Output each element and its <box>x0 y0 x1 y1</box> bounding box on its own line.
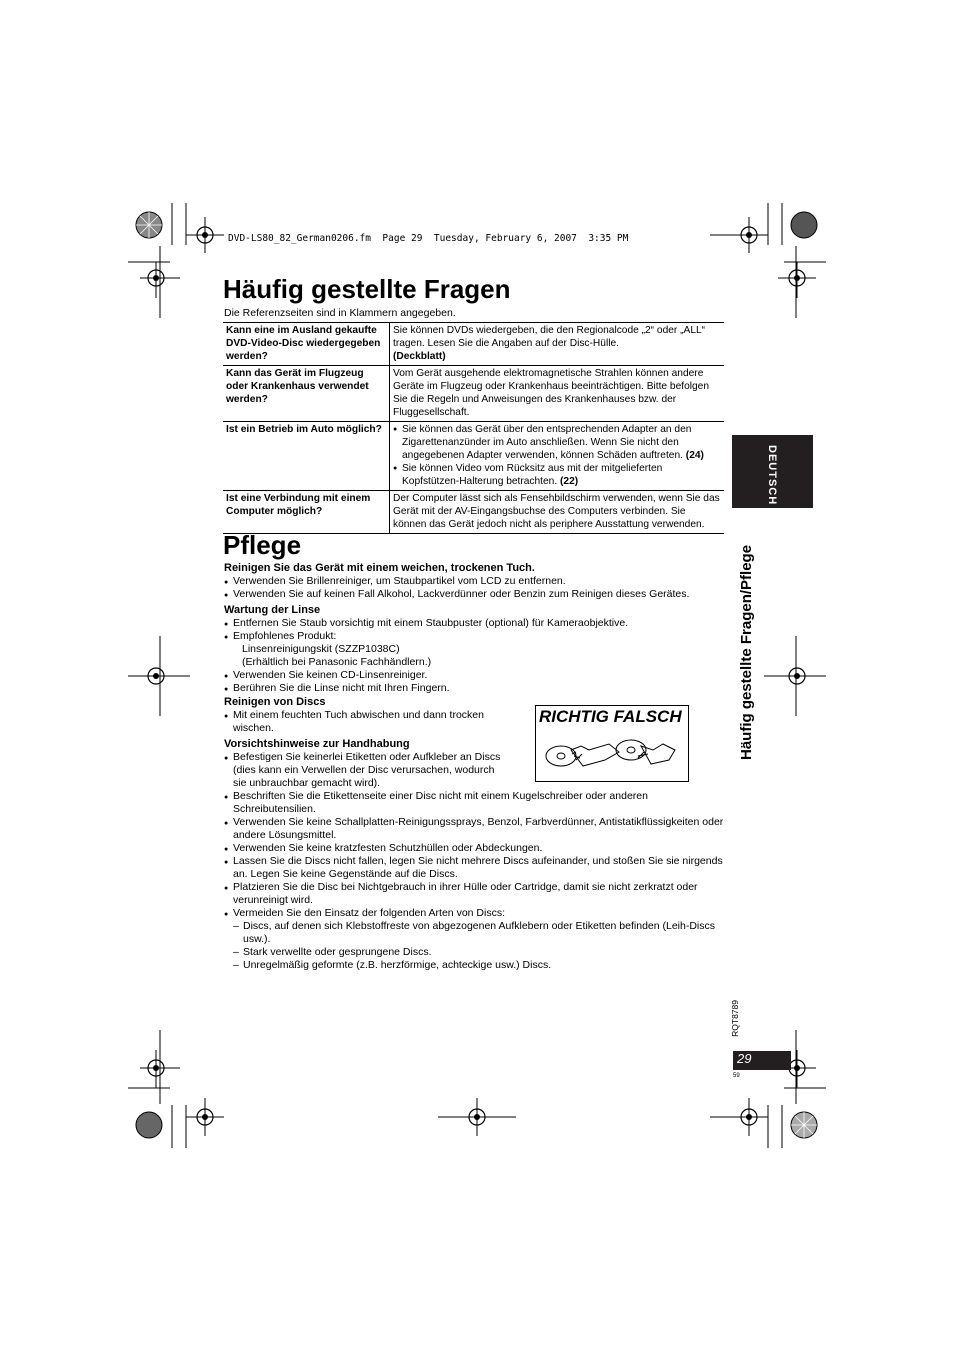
list-item: ● Verwenden Sie auf keinen Fall Alkohol, Lackverdünner oder Benzin zum Reinigen dieses Gerätes. <box>224 588 724 601</box>
disc-heading: Reinigen von Discs <box>224 696 326 708</box>
document-code: RQT8789 <box>730 1000 740 1037</box>
table-row <box>223 422 724 491</box>
language-tab <box>732 435 813 508</box>
faq-table <box>223 322 724 534</box>
faq-answer <box>390 422 725 491</box>
handling-heading: Vorsichtshinweise zur Handhabung <box>224 738 410 750</box>
cleaning-heading: Reinigen Sie das Gerät mit einem weichen, trockenen Tuch. <box>224 562 535 574</box>
language-tab-label: DEUTSCH <box>766 445 778 506</box>
list-item: ● Verwenden Sie Brillenreiniger, um Staubpartikel vom LCD zu entfernen. <box>224 575 724 588</box>
illustration-label: RICHTIG FALSCH <box>539 707 682 726</box>
small-page-number: 59 <box>733 1073 740 1079</box>
list-item: ● Verwenden Sie keine kratzfesten Schutzhüllen oder Abdeckungen. <box>224 842 724 855</box>
list-item: (Erhältlich bei Panasonic Fachhändlern.) <box>242 656 432 668</box>
list-item: ● Empfohlenes Produkt: <box>224 630 724 643</box>
disc-handling-illustration <box>535 705 689 782</box>
table-row <box>223 366 724 422</box>
file-info-header: DVD-LS80_82_German0206.fm Page 29 Tuesday, February 6, 2007 3:35 PM <box>228 233 629 244</box>
lens-heading: Wartung der Linse <box>224 604 321 616</box>
list-item: ● Lassen Sie die Discs nicht fallen, legen Sie nicht mehrere Discs aufeinander, und stoßen Sie sie nirgends an. Legen Sie keine Gegenstände auf die Discs. <box>224 855 724 881</box>
faq-answer: Der Computer lässt sich als Fensehbildschirm verwenden, wenn Sie das Gerät mit der AV-Eingangsbuchse des Computers verbinden. Sie können das Gerät jedoch nicht als periphere Ausstattung verwenden. <box>390 491 725 534</box>
table-row <box>223 491 724 534</box>
list-item: – Discs, auf denen sich Klebstoffreste von abgezogenen Aufklebern oder Etiketten befinden (Leih-Discs usw.). <box>233 920 724 946</box>
list-item: Linsenreinigungskit (SZZP1038C) <box>242 643 400 655</box>
faq-answer <box>390 323 725 366</box>
answer-text: Sie können DVDs wiedergeben, die den Regionalcode „2“ oder „ALL“ tragen. Lesen Sie die Angaben auf der Disc-Hülle. <box>393 325 706 349</box>
answer-text: Sie können Video vom Rücksitz aus mit der mitgelieferten Kopfstützen-Halterung betrachten. <box>402 463 663 487</box>
list-item: ● Berühren Sie die Linse nicht mit Ihren Fingern. <box>224 682 724 695</box>
list-item: ● Verwenden Sie keinen CD-Linsenreiniger. <box>224 669 724 682</box>
page-reference: (24) <box>685 450 704 461</box>
list-item <box>393 462 721 488</box>
list-item: – Unregelmäßig geformte (z.B. herzförmige, achteckige usw.) Discs. <box>233 959 724 972</box>
list-item: ● Beschriften Sie die Etikettenseite einer Disc nicht mit einem Kugelschreiber oder anderen Schreibutensilien. <box>224 790 724 816</box>
faq-question: Kann das Gerät im Flugzeug oder Krankenhaus verwendet werden? <box>223 366 390 422</box>
list-item: – Stark verwellte oder gesprungene Discs. <box>233 946 724 959</box>
faq-question: Kann eine im Ausland gekaufte DVD-Video-Disc wiedergegeben werden? <box>223 323 390 366</box>
list-item: ● Befestigen Sie keinerlei Etiketten oder Aufkleber an Discs (dies kann ein Verwellen der Disc verursachen, wodurch sie unbrauchbar gemacht wird). <box>224 751 508 790</box>
faq-question: Ist ein Betrieb im Auto möglich? <box>223 422 390 491</box>
page-reference: (Deckblatt) <box>393 351 446 362</box>
care-title: Pflege <box>223 530 302 560</box>
faq-answer: Vom Gerät ausgehende elektromagnetische Strahlen können andere Geräte im Flugzeug oder Krankenhaus beeinträchtigen. Bitte befolgen Sie die Regeln und Anweisungen des Krankenhauses bzw. der Fluggesellschaft. <box>390 366 725 422</box>
list-item: ● Vermeiden Sie den Einsatz der folgenden Arten von Discs: <box>224 907 724 920</box>
faq-intro: Die Referenzseiten sind in Klammern angegeben. <box>224 307 456 319</box>
list-item: ● Platzieren Sie die Disc bei Nichtgebrauch in ihrer Hülle oder Cartridge, damit sie nicht zerkratzt oder verunreinigt wird. <box>224 881 724 907</box>
page-reference: (22) <box>560 476 579 487</box>
disc-wiping-icon <box>536 728 688 780</box>
list-item: ● Verwenden Sie keine Schallplatten-Reinigungssprays, Benzol, Farbverdünner, Antistatikflüssigkeiten oder andere Lösungsmittel. <box>224 816 724 842</box>
section-side-title: Häufig gestellte Fragen/Pflege <box>738 544 755 760</box>
list-item: ● Mit einem feuchten Tuch abwischen und dann trocken wischen. <box>224 709 499 735</box>
answer-text: Sie können das Gerät über den entsprechenden Adapter an den Zigarettenanzünder im Auto anschließen. Wenn Sie nicht den angegebenen Adapter verwenden, können Schäden auftreten. <box>402 424 692 461</box>
faq-question: Ist eine Verbindung mit einem Computer möglich? <box>223 491 390 534</box>
table-row <box>223 323 724 366</box>
list-item: ● Entfernen Sie Staub vorsichtig mit einem Staubpuster (optional) für Kameraobjektive. <box>224 617 724 630</box>
page-number: 29 <box>737 1051 752 1066</box>
list-item <box>393 423 721 462</box>
faq-title: Häufig gestellte Fragen <box>223 274 511 304</box>
